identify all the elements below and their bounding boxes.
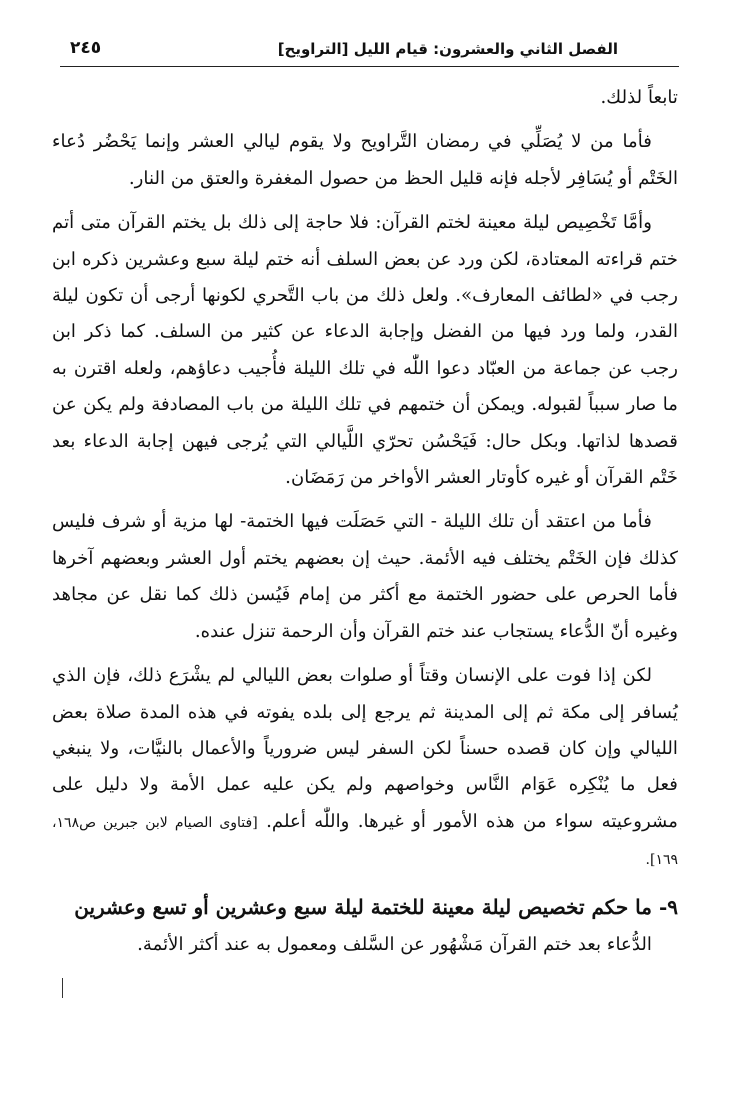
paragraph-with-citation bbox=[52, 658, 678, 878]
paragraph-text: لكن إذا فوت على الإنسان وقتاً أو صلوات بعض الليالي لم يشْرَع ذلك، فإن الذي يُسافر إلى مكة ثم إلى المدينة ثم يرجع إلى بلده يفوته في هذه المدة صلاة بعض الليالي وإن كان قصده حسناً لكن السفر ليس ضرورياً والأعمال بالنيَّات، ولا ينبغي فعل ما يُنْكِره عَوَام النَّاس وخواصهم ولم يكن عليه عمل الأمة ولا دليل على مشروعيته سواء من هذه الأمور أو غيرها. واللّٰه أعلم. bbox=[52, 665, 678, 832]
section-heading: ٩- ما حكم تخصيص ليلة معينة للختمة ليلة سبع وعشرين أو تسع وعشرين bbox=[74, 894, 678, 919]
page-header bbox=[70, 36, 678, 66]
paragraph: فأما من لا يُصَلِّي في رمضان التَّراويح ولا يقوم ليالي العشر وإنما يَحْضُر دُعاء الخَتْم أو يُسَافِر لأجله فإنه قليل الحظ من حصول المغفرة والعتق من النار. bbox=[52, 131, 678, 189]
header-rule bbox=[60, 66, 679, 67]
page-body bbox=[52, 80, 678, 971]
paragraph-continuation: تابعاً لذلك. bbox=[600, 87, 678, 108]
citation: [فتاوى الصيام لابن جبرين ص١٦٨، ١٦٩]. bbox=[52, 814, 678, 869]
running-title: الفصل الثاني والعشرون: قيام الليل [التراويح] bbox=[277, 40, 618, 58]
margin-mark bbox=[62, 978, 63, 998]
page-number: ٢٤٥ bbox=[70, 38, 102, 58]
answer-paragraph: الدُّعاء بعد ختم القرآن مَشْهُور عن السَّلف ومعمول به عند أكثر الأئمة. bbox=[137, 933, 652, 955]
paragraph: فأما من اعتقد أن تلك الليلة - التي حَصَلَت فيها الختمة- لها مزية أو شرف فليس كذلك فإن الخَتْم يختلف فيه الأئمة. حيث إن بعضهم يختم أول العشر وبعضهم آخرها فأما الحرص على حضور الختمة مع أكثر من إمام فَيُسن ذلك كما نقل عن مجاهد وغيره أنّ الدُّعاء يستجاب عند ختم القرآن وأن الرحمة تنزل عنده. bbox=[52, 511, 678, 642]
paragraph: وأمَّا تَخْصِيص ليلة معينة لختم القرآن: فلا حاجة إلى ذلك بل يختم القرآن متى أتم ختم قراءته المعتادة، لكن ورد عن بعض السلف أنه ختم ليلة سبع وعشرين ذكره ابن رجب في «لطائف المعارف». ولعل ذلك من باب التَّحري لكونها أرجى أن تكون ليلة القدر، ولما ورد فيها من الفضل وإجابة الدعاء عن كثير من السلف. كما ذكر ابن رجب عن جماعة من العبّاد دعوا اللّٰه في تلك الليلة فأُجيب دعاؤهم، ولعله اقترن به ما صار سبباً لقبوله. ويمكن أن ختمهم في تلك الليلة من باب المصادفة ولم يكن عن قصدها لذاتها. وبكل حال: فَيَحْسُن تحرّي اللَّيالي التي يُرجى فيهن إجابة الدعاء بعد خَتْم القرآن أو غيره كأوتار العشر الأواخر من رَمَضَان. bbox=[52, 212, 678, 489]
